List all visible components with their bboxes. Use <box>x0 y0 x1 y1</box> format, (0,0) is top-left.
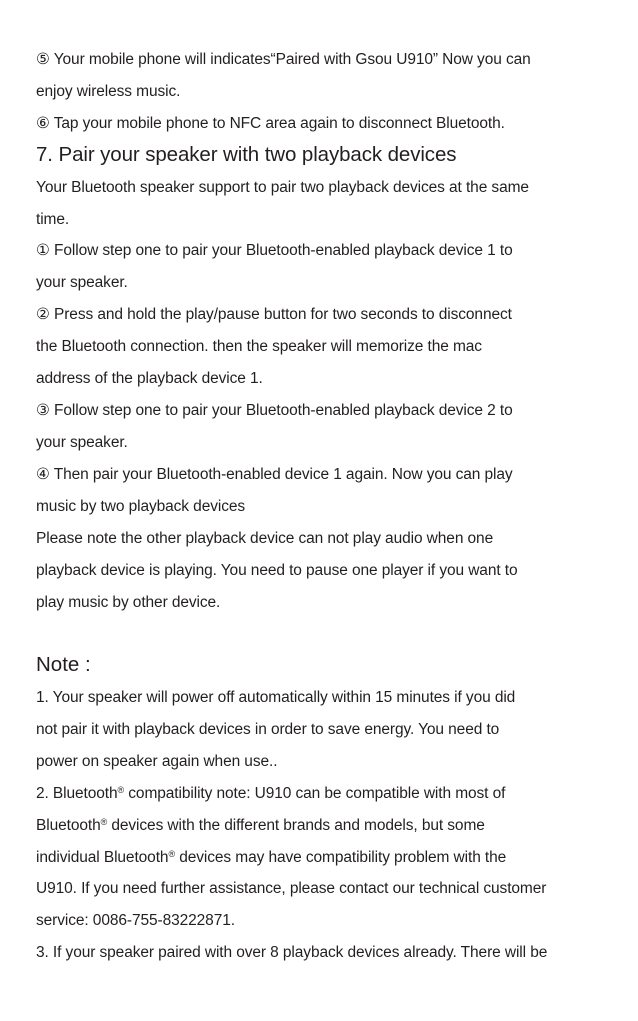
step-5-line-2: enjoy wireless music. <box>36 83 181 100</box>
section-7-line: Your Bluetooth speaker support to pair two playback devices at the same <box>36 179 529 196</box>
section-7-line: ② Press and hold the play/pause button for two seconds to disconnect <box>36 306 512 323</box>
note-line: service: 0086-755-83222871. <box>36 912 235 929</box>
section-7-line: ③ Follow step one to pair your Bluetooth-enabled playback device 2 to <box>36 402 513 419</box>
note-line: power on speaker again when use.. <box>36 753 278 770</box>
section-7-line: the Bluetooth connection. then the speaker will memorize the mac <box>36 338 482 355</box>
note-line: Bluetooth® devices with the different brands and models, but some <box>36 817 485 834</box>
note-line: individual Bluetooth® devices may have compatibility problem with the <box>36 849 507 866</box>
section-7-heading: 7. Pair your speaker with two playback devices <box>36 143 457 166</box>
section-7-line: playback device is playing. You need to pause one player if you want to <box>36 562 518 579</box>
note-line: not pair it with playback devices in order to save energy. You need to <box>36 721 500 738</box>
section-7-line: play music by other device. <box>36 594 221 611</box>
section-7-line: your speaker. <box>36 434 128 451</box>
note-line: 2. Bluetooth® compatibility note: U910 can be compatible with most of <box>36 785 506 802</box>
note-line: U910. If you need further assistance, please contact our technical customer <box>36 880 547 897</box>
note-line: 3. If your speaker paired with over 8 playback devices already. There will be <box>36 944 548 961</box>
section-7-line: music by two playback devices <box>36 498 246 515</box>
section-7-line: your speaker. <box>36 274 128 291</box>
note-line: 1. Your speaker will power off automatically within 15 minutes if you did <box>36 689 516 706</box>
note-heading: Note : <box>36 653 91 676</box>
section-7-line: Please note the other playback device can not play audio when one <box>36 530 494 547</box>
section-7-line: time. <box>36 211 70 228</box>
section-7-line: ④ Then pair your Bluetooth-enabled device 1 again. Now you can play <box>36 466 513 483</box>
section-7-line: address of the playback device 1. <box>36 370 263 387</box>
step-5-line-1: ⑤ Your mobile phone will indicates“Paired with Gsou U910” Now you can <box>36 51 531 68</box>
section-7-line: ① Follow step one to pair your Bluetooth-enabled playback device 1 to <box>36 242 513 259</box>
step-6-line: ⑥ Tap your mobile phone to NFC area again to disconnect Bluetooth. <box>36 115 505 132</box>
